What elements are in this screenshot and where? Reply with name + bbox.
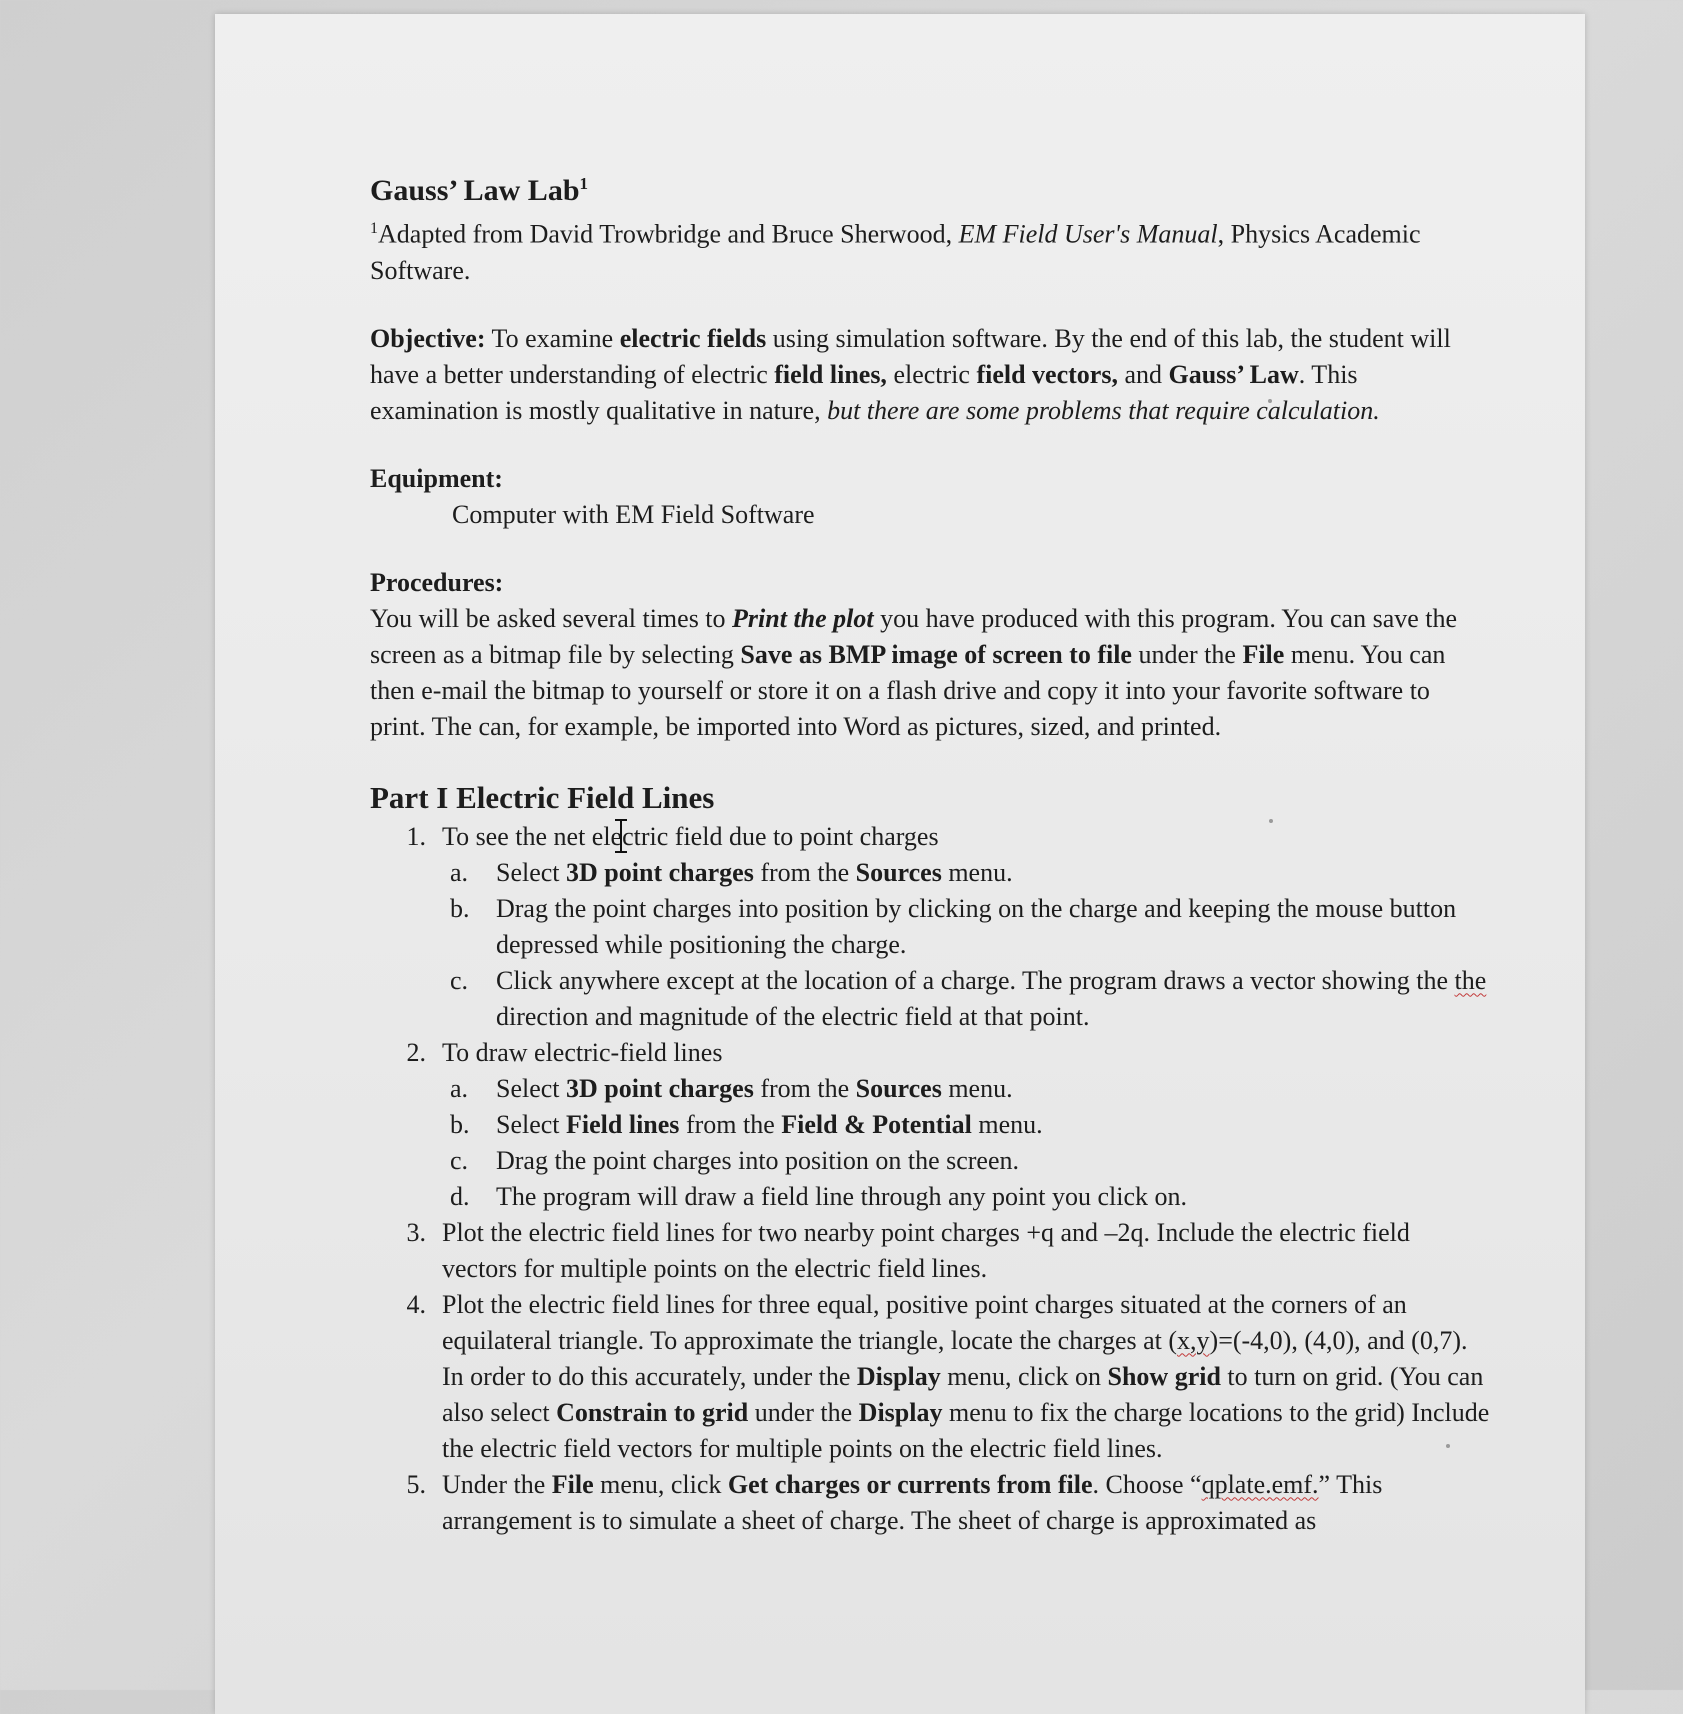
step-text: Plot the electric field lines for three equal, positive point charges situated at the corners of an equilateral triangle. To approximate the triangle, locate the charges at (x,y)=(-4,0), (4,0), and (0,7). In order to do this accurately, under the Display menu, click on Show grid to turn on grid. (You can also select Constrain to grid under the Display menu to fix the charge locations to the grid) Include the electric field vectors for multiple points on the electric field lines. [442, 1289, 1490, 1463]
step-text: Plot the electric field lines for two nearby point charges +q and –2q. Include the electric field vectors for multiple points on the electric field lines. [442, 1217, 1410, 1283]
footnote: $^1$Adapted from David Trowbridge and Bruce Sherwood, EM Field User's Manual, Physics Academic Software. [370, 219, 1421, 285]
list-item [370, 819, 1490, 1035]
spellcheck-word: x,y [1177, 1325, 1210, 1355]
step-text: To see the net electric field due to point charges [442, 821, 939, 851]
sub-item: d. The program will draw a field line through any point you click on. [450, 1181, 1187, 1211]
step-number: 3. [406, 1217, 426, 1247]
list-item [370, 1467, 1490, 1539]
list-item [370, 1215, 1490, 1287]
procedures-heading: Procedures: [370, 567, 504, 597]
step-text: Under the File menu, click Get charges or currents from file. Choose “qplate.emf.” This arrangement is to simulate a sheet of charge. The sheet of charge is approximated as [442, 1469, 1383, 1535]
equipment-heading: Equipment: [370, 463, 503, 493]
document-page [215, 14, 1585, 1714]
step-number: 2. [406, 1037, 426, 1067]
step-number: 4. [406, 1289, 426, 1319]
sub-item: a. Select 3D point charges from the Sources menu. [450, 1073, 1013, 1103]
sub-item: c. Click anywhere except at the location of a charge. The program draws a vector showing the the direction and magnitude of the electric field at that point. [450, 965, 1487, 1031]
spellcheck-word: the [1454, 965, 1487, 995]
step-text: To draw electric-field lines [442, 1037, 723, 1067]
sub-item: b. Select Field lines from the Field & Potential menu. [450, 1109, 1043, 1139]
objective-paragraph: Objective: To examine electric fields using simulation software. By the end of this lab, the student will have a better understanding of electric field lines, electric field vectors, and Gauss’ Law. This examination is mostly qualitative in nature, but there are some problems that require calculation. [370, 323, 1451, 425]
step-number: 1. [406, 821, 426, 851]
sub-item: b. Drag the point charges into position by clicking on the charge and keeping the mouse button depressed while positioning the charge. [450, 893, 1457, 959]
equipment-item: Computer with EM Field Software [452, 499, 815, 529]
steps-list [370, 819, 1490, 1539]
part-one-title: Part I Electric Field Lines [370, 779, 715, 815]
spellcheck-word: qplate.emf. [1201, 1469, 1319, 1499]
document-title: Gauss’ Law Lab$^1$ [370, 174, 589, 207]
list-item [370, 1035, 1490, 1215]
sub-item: a. Select 3D point charges from the Sources menu. [450, 857, 1013, 887]
document-body [370, 164, 1490, 1539]
step-number: 5. [406, 1469, 426, 1499]
procedures-paragraph: You will be asked several times to Print the plot you have produced with this program. You can save the screen as a bitmap file by selecting Save as BMP image of screen to file under the File menu. You can then e-mail the bitmap to yourself or store it on a flash drive and copy it into your favorite software to print. The can, for example, be imported into Word as pictures, sized, and printed. [370, 603, 1458, 741]
sub-item: c. Drag the point charges into position on the screen. [450, 1145, 1020, 1175]
list-item [370, 1287, 1490, 1467]
